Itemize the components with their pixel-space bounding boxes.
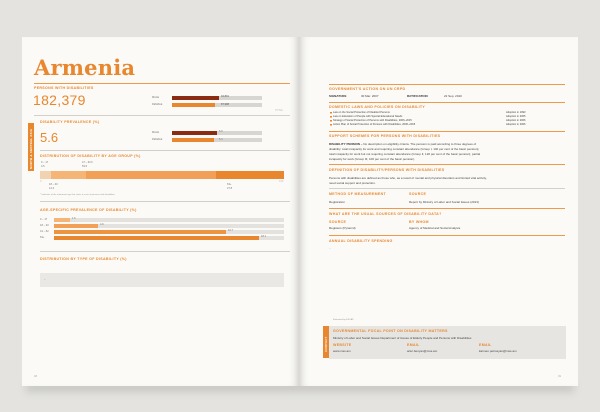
focal-heading: GOVERNMENTAL FOCAL POINT ON DISABILITY MATTERS — [333, 329, 448, 333]
age-seg-63plus — [216, 171, 284, 179]
age-18-40-range: 18 – 40 — [49, 183, 58, 186]
pension-line-2: total incapacity for work but not requiring constant attendance (Group II, 120 per cent of the basic pension); partial — [329, 152, 481, 156]
asp-2-value: 10.7 — [228, 229, 234, 232]
prev-female-bar — [172, 138, 214, 142]
definition-heading: DEFINITION OF DISABILITY/PERSONS WITH DISABILITIES — [329, 168, 445, 172]
book-spread — [22, 37, 578, 386]
definition-rule — [329, 164, 565, 165]
age-specific-label: AGE-SPECIFIC PREVALENCE OF DISABILITY (%) — [40, 208, 137, 212]
total-label: TOTAL — [275, 109, 284, 112]
law-0: Law on the Social Protection of Disabled Persons — [333, 111, 390, 114]
prev-male-bar — [172, 131, 217, 135]
asp-0-value: 1.6 — [72, 217, 76, 220]
pension-line-1: disability: total incapacity for work and requiring constant attendance (Group I, 140 per cent of the basic pension); — [329, 147, 480, 151]
laws-rule — [329, 102, 565, 103]
right-page — [299, 37, 578, 386]
email2-label: EMAIL — [479, 343, 492, 347]
asp-bar-3 — [54, 236, 259, 240]
method-rule — [329, 188, 565, 189]
estimate-footnote: Estimated by ESCAP — [333, 319, 354, 321]
crpd-top-rule — [329, 84, 565, 85]
age-63-value: 27.8 — [227, 187, 233, 190]
female-value: 87,998 — [221, 103, 229, 106]
laws-heading: DOMESTIC LAWS AND POLICIES ON DISABILITY — [329, 105, 426, 109]
type-label: DISTRIBUTION BY TYPE OF DISABILITY (%) — [40, 257, 127, 261]
method-value: Registration — [329, 200, 346, 204]
asp-bar-2 — [54, 230, 226, 234]
prev-female-value: 5.4 — [219, 138, 223, 141]
age-47-62-value: 53.5 — [82, 165, 88, 168]
law-2-year: Adoption in 2006 — [506, 119, 526, 122]
age-seg-0-17 — [40, 171, 51, 179]
law-1-year: Adoption in 2005 — [506, 115, 526, 118]
type-placeholder-box — [40, 273, 284, 287]
usual-whom-label: BY WHOM — [409, 220, 429, 224]
law-0-year: Adoption in 1993 — [506, 111, 526, 114]
signature-label: SIGNATURE — [329, 94, 347, 98]
male-value: 94,891 — [221, 95, 229, 98]
method-label: METHOD OF MEASUREMENT — [329, 192, 387, 196]
pwd-total: 182,379 — [33, 92, 86, 108]
prevalence-value: 5.6 — [40, 130, 59, 145]
age-seg-18-40 — [51, 171, 86, 179]
law-3: Action Plan of Social Protection of Persons with Disabilities, 2006–2015 — [333, 123, 416, 126]
female-bar — [172, 103, 215, 107]
definition-line-1: need social support and protection. — [329, 181, 376, 185]
left-page — [22, 37, 299, 386]
right-page-number: 49 — [558, 375, 561, 378]
asp-3-value: 18.1 — [261, 235, 267, 238]
male-bar — [172, 96, 219, 100]
law-3-year: Adoption in 2006 — [506, 123, 526, 126]
usual-rule — [329, 208, 565, 209]
signature-date: 30 Mar. 2007 — [361, 94, 379, 98]
contact-side-tab-label: CONTACT — [324, 336, 328, 352]
usual-source-label: SOURCE — [329, 220, 347, 224]
age-18-40-value: 14.3 — [49, 187, 55, 190]
sep-4 — [40, 251, 290, 252]
support-rule — [329, 131, 565, 132]
pension-title: DISABILITY PENSION – — [329, 142, 363, 146]
asp-bar-0 — [54, 218, 70, 222]
age-footnote: * Indicates of the retirement age that starts in case of persons with disabilities — [40, 194, 115, 196]
usual-heading: WHAT ARE THE USUAL SOURCES OF DISABILITY DATA? — [329, 212, 442, 216]
age-axis-start: 0 — [40, 180, 42, 183]
spending-heading: ANNUAL DISABILITY SPENDING — [329, 239, 393, 243]
law-2: Strategy of Social Protection of Persons with Disabilities, 2006–2015 — [333, 119, 412, 122]
usual-whom-value: Agency of Medical and Social Analysis — [409, 226, 461, 230]
crpd-heading: GOVERNMENT'S ACTION ON UN CRPD — [329, 87, 406, 91]
law-1: Law on Education of People with Special Educational Needs — [333, 115, 403, 118]
ratification-date: 22 Sep. 2010 — [444, 94, 462, 98]
asp-0-range: 0 – 17 — [40, 218, 48, 221]
definition-line-0: Persons with disabilities are defined as those who, as a result of mental and physical disorders and limited vital activity, — [329, 176, 487, 180]
email1-label: EMAIL — [407, 343, 420, 347]
type-placeholder: – — [44, 278, 46, 281]
age-axis-end: 100 — [279, 180, 284, 183]
sep-3 — [40, 201, 290, 202]
email2-value[interactable]: karmen.petrosyan@mss.am — [479, 349, 517, 353]
age-0-17-value: 4.5 — [41, 165, 45, 168]
source-label: SOURCE — [409, 192, 427, 196]
region-side-tab — [28, 123, 34, 171]
age-group-label: DISTRIBUTION OF DISABILITY BY AGE GROUP (%) — [40, 154, 141, 158]
asp-1-value: 4.9 — [100, 223, 104, 226]
region-side-tab-label: NORTH & CENTRAL ASIA — [29, 128, 33, 169]
spending-value: – — [329, 246, 331, 250]
title-rule — [34, 83, 290, 84]
pension-line-0 — [329, 142, 476, 146]
ratification-label: RATIFICATION — [407, 94, 428, 98]
usual-source-value: Registers (Pyramid) — [329, 226, 356, 230]
sep-2 — [40, 150, 290, 151]
email1-value[interactable]: artur.benyan@mss.am — [407, 349, 438, 353]
sep-1 — [34, 115, 290, 116]
support-heading: SUPPORT SCHEMES FOR PERSONS WITH DISABILITIES — [329, 134, 441, 138]
pwd-label: PERSONS WITH DISABILITIES — [34, 86, 94, 90]
male-label: MALE — [152, 96, 160, 99]
female-label: FEMALE — [152, 103, 163, 106]
pension-text-0: No description on eligibility criteria. The pension is paid according to three degrees of — [363, 142, 477, 146]
spending-rule — [329, 235, 565, 236]
prev-female-label: FEMALE — [152, 138, 163, 141]
asp-3-range: 63+ — [40, 236, 45, 239]
source-value: Report by Ministry of Labor and Social Issues (2013) — [409, 200, 479, 204]
focal-text: Ministry of Labor and Social Issues Department of Issues of Elderly People and Persons with Disabilities — [333, 336, 472, 340]
prev-male-value: 5.9 — [219, 130, 223, 133]
age-63-range: 63+ — [227, 183, 232, 186]
age-0-17-range: 0 – 17 — [41, 161, 49, 164]
asp-track-0 — [54, 218, 284, 222]
website-value[interactable]: www.mss.am — [333, 349, 351, 353]
left-page-number: 48 — [34, 375, 37, 378]
pension-line-3: incapacity for work (Group III, 100 per cent of the basic pension). — [329, 157, 416, 161]
asp-2-range: 41 – 62 — [40, 230, 49, 233]
asp-1-range: 18 – 40 — [40, 224, 49, 227]
country-title: Armenia — [34, 55, 136, 80]
prev-male-label: MALE — [152, 131, 160, 134]
website-label: WEBSITE — [333, 343, 352, 347]
age-seg-41-62 — [86, 171, 216, 179]
law-bullets — [330, 112, 332, 126]
asp-bar-1 — [54, 224, 98, 228]
age-47-62-range: 47 – 62 F — [82, 161, 93, 164]
prevalence-label: DISABILITY PREVALENCE (%) — [40, 120, 100, 124]
